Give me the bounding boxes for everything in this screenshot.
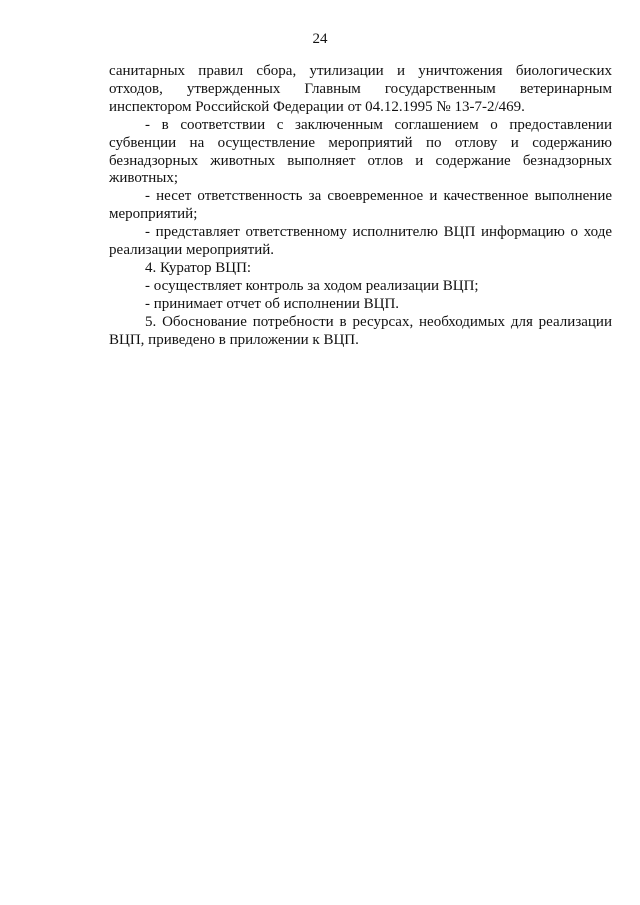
paragraph-disposal-rules: санитарных правил сбора, утилизации и уничтожения биологических отходов, утвержденных Главным государственным ветеринарным инспектором Российской Федерации от 04.12.1995 № 13-7-2/469. xyxy=(109,63,612,115)
paragraph-reporting: - представляет ответственному исполнителю ВЦП информацию о ходе реализации мероприятий. xyxy=(109,224,612,259)
paragraph-resource-justification: 5. Обоснование потребности в ресурсах, необходимых для реализации ВЦП, приведено в приложении к ВЦП. xyxy=(109,313,612,348)
paragraph-curator-heading: 4. Куратор ВЦП: xyxy=(145,259,252,276)
paragraph-curator-report: - принимает отчет об исполнении ВЦП. xyxy=(145,295,400,312)
document-body xyxy=(109,63,612,350)
paragraph-responsibility: - несет ответственность за своевременное и качественное выполнение мероприятий; xyxy=(109,188,612,223)
paragraph-curator-control: - осуществляет контроль за ходом реализации ВЦП; xyxy=(145,277,479,294)
paragraph-capture-obligation: - в соответствии с заключенным соглашением о предоставлении субвенции на осуществление мероприятий по отлову и содержанию безнадзорных животных выполняет отлов и содержание безнадзорных животных; xyxy=(109,116,612,187)
page-number: 24 xyxy=(312,31,328,47)
